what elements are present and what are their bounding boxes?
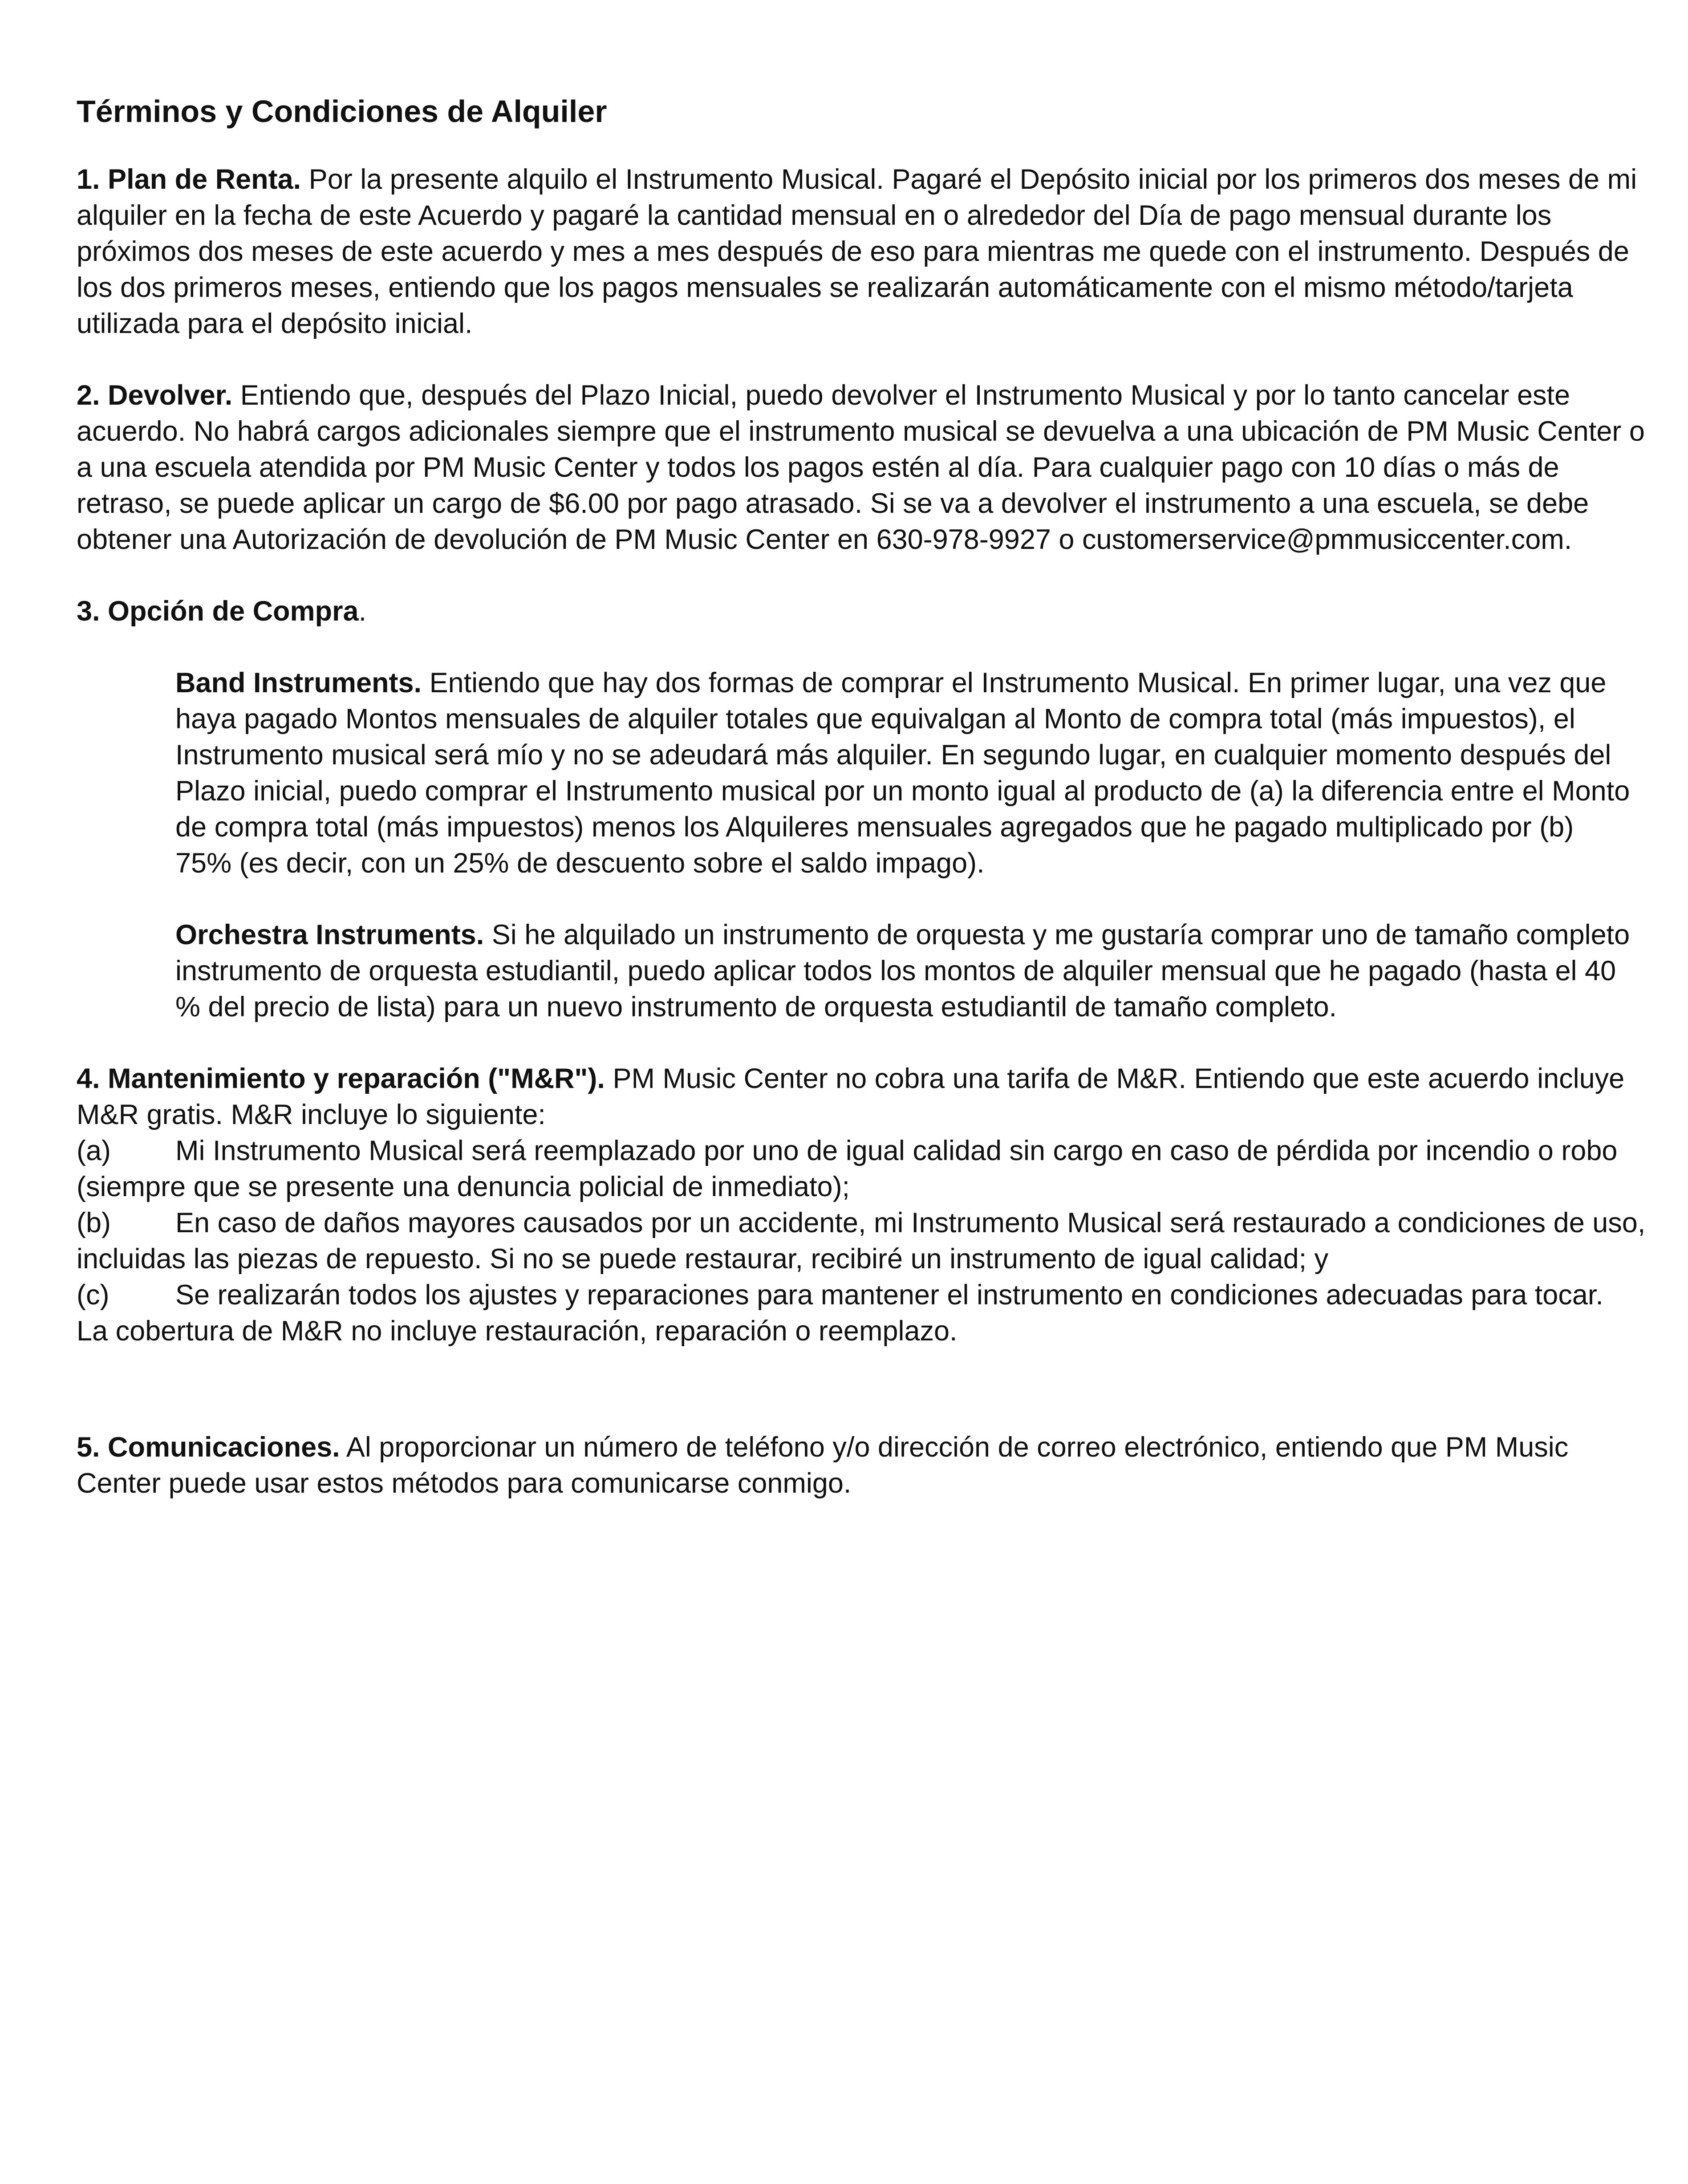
list-item-text: Se realizarán todos los ajustes y reparaciones para mantener el instrumento en condiciones adecuadas para tocar.	[175, 1279, 1603, 1311]
band-instruments-heading: Band Instruments.	[175, 667, 422, 698]
orchestra-instruments-text: Si he alquilado un instrumento de orquesta y me gustaría comprar uno de tamaño completo instrumento de orquesta estudiantil, puedo aplicar todos los montos de alquiler mensual que he pagado (hasta el 40 % del precio de lista) para un nuevo instrumento de orquesta estudiantil de tamaño completo.	[175, 919, 1630, 1023]
section-3-heading: 3. Opción de Compra	[77, 596, 359, 627]
subsection-band-instruments	[77, 665, 1652, 881]
section-2-heading: 2. Devolver.	[77, 380, 233, 411]
document-title: Términos y Condiciones de Alquiler	[77, 94, 607, 129]
list-item-label: (b)	[77, 1207, 111, 1238]
section-devolver	[77, 378, 1652, 558]
section-plan-de-renta	[77, 162, 1652, 342]
section-4-text: PM Music Center no cobra una tarifa de M&R. Entiendo que este acuerdo incluye M&R gratis. M&R incluye lo siguiente:	[77, 1063, 1625, 1130]
list-item	[77, 1205, 1652, 1277]
list-item-text: En caso de daños mayores causados por un accidente, mi Instrumento Musical será restaurado a condiciones de uso, incluidas las piezas de repuesto. Si no se puede restaurar, recibiré un instrumento de igual calidad; y	[77, 1207, 1646, 1275]
list-item	[77, 1133, 1652, 1205]
section-4-heading: 4. Mantenimiento y reparación ("M&R").	[77, 1063, 605, 1094]
band-instruments-text: Entiendo que hay dos formas de comprar el Instrumento Musical. En primer lugar, una vez que haya pagado Montos mensuales de alquiler totales que equivalgan al Monto de compra total (más impuestos), el Instrumento musical será mío y no se adeudará más alquiler. En segundo lugar, en cualquier momento después del Plazo inicial, puedo comprar el Instrumento musical por un monto igual al producto de (a) la diferencia entre el Monto de compra total (más impuestos) menos los Alquileres mensuales agregados que he pagado multiplicado por (b) 75% (es decir, con un 25% de descuento sobre el saldo impago).	[175, 667, 1630, 879]
section-2-text: Entiendo que, después del Plazo Inicial, puedo devolver el Instrumento Musical y por lo tanto cancelar este acuerdo. No habrá cargos adicionales siempre que el instrumento musical se devuelva a una ubicación de PM Music Center o a una escuela atendida por PM Music Center y todos los pagos estén al día. Para cualquier pago con 10 días o más de retraso, se puede aplicar un cargo de $6.00 por pago atrasado. Si se va a devolver el instrumento a una escuela, se debe obtener una Autorización de devolución de PM Music Center en 630-978-9927 o customerservice@pmmusiccenter.com.	[77, 380, 1645, 555]
section-4-footer: La cobertura de M&R no incluye restauración, reparación o reemplazo.	[77, 1315, 958, 1347]
subsection-orchestra-instruments	[77, 917, 1652, 1025]
list-item-text: Mi Instrumento Musical será reemplazado por uno de igual calidad sin cargo en caso de pérdida por incendio o robo (siempre que se presente una denuncia policial de inmediato);	[77, 1135, 1618, 1202]
section-5-heading: 5. Comunicaciones.	[77, 1432, 340, 1463]
section-1-heading: 1. Plan de Renta.	[77, 164, 301, 195]
section-3-heading-suffix: .	[358, 596, 367, 627]
list-item	[77, 1277, 1652, 1313]
section-mantenimiento-reparacion	[77, 1061, 1652, 1349]
section-4-intro	[77, 1061, 1652, 1133]
section-1-text: Por la presente alquilo el Instrumento Musical. Pagaré el Depósito inicial por los primeros dos meses de mi alquiler en la fecha de este Acuerdo y pagaré la cantidad mensual en o alrededor del Día de pago mensual durante los próximos dos meses de este acuerdo y mes a mes después de eso para mientras me quede con el instrumento. Después de los dos primeros meses, entiendo que los pagos mensuales se realizarán automáticamente con el mismo método/tarjeta utilizada para el depósito inicial.	[77, 164, 1637, 339]
rental-terms-document	[77, 91, 1652, 1502]
list-item-label: (a)	[77, 1135, 111, 1166]
section-comunicaciones	[77, 1429, 1652, 1502]
orchestra-instruments-heading: Orchestra Instruments.	[175, 919, 484, 950]
section-5-text: Al proporcionar un número de teléfono y/o dirección de correo electrónico, entiendo que PM Music Center puede usar estos métodos para comunicarse conmigo.	[77, 1432, 1569, 1499]
list-item-label: (c)	[77, 1279, 110, 1311]
section-opcion-de-compra	[77, 593, 1652, 629]
